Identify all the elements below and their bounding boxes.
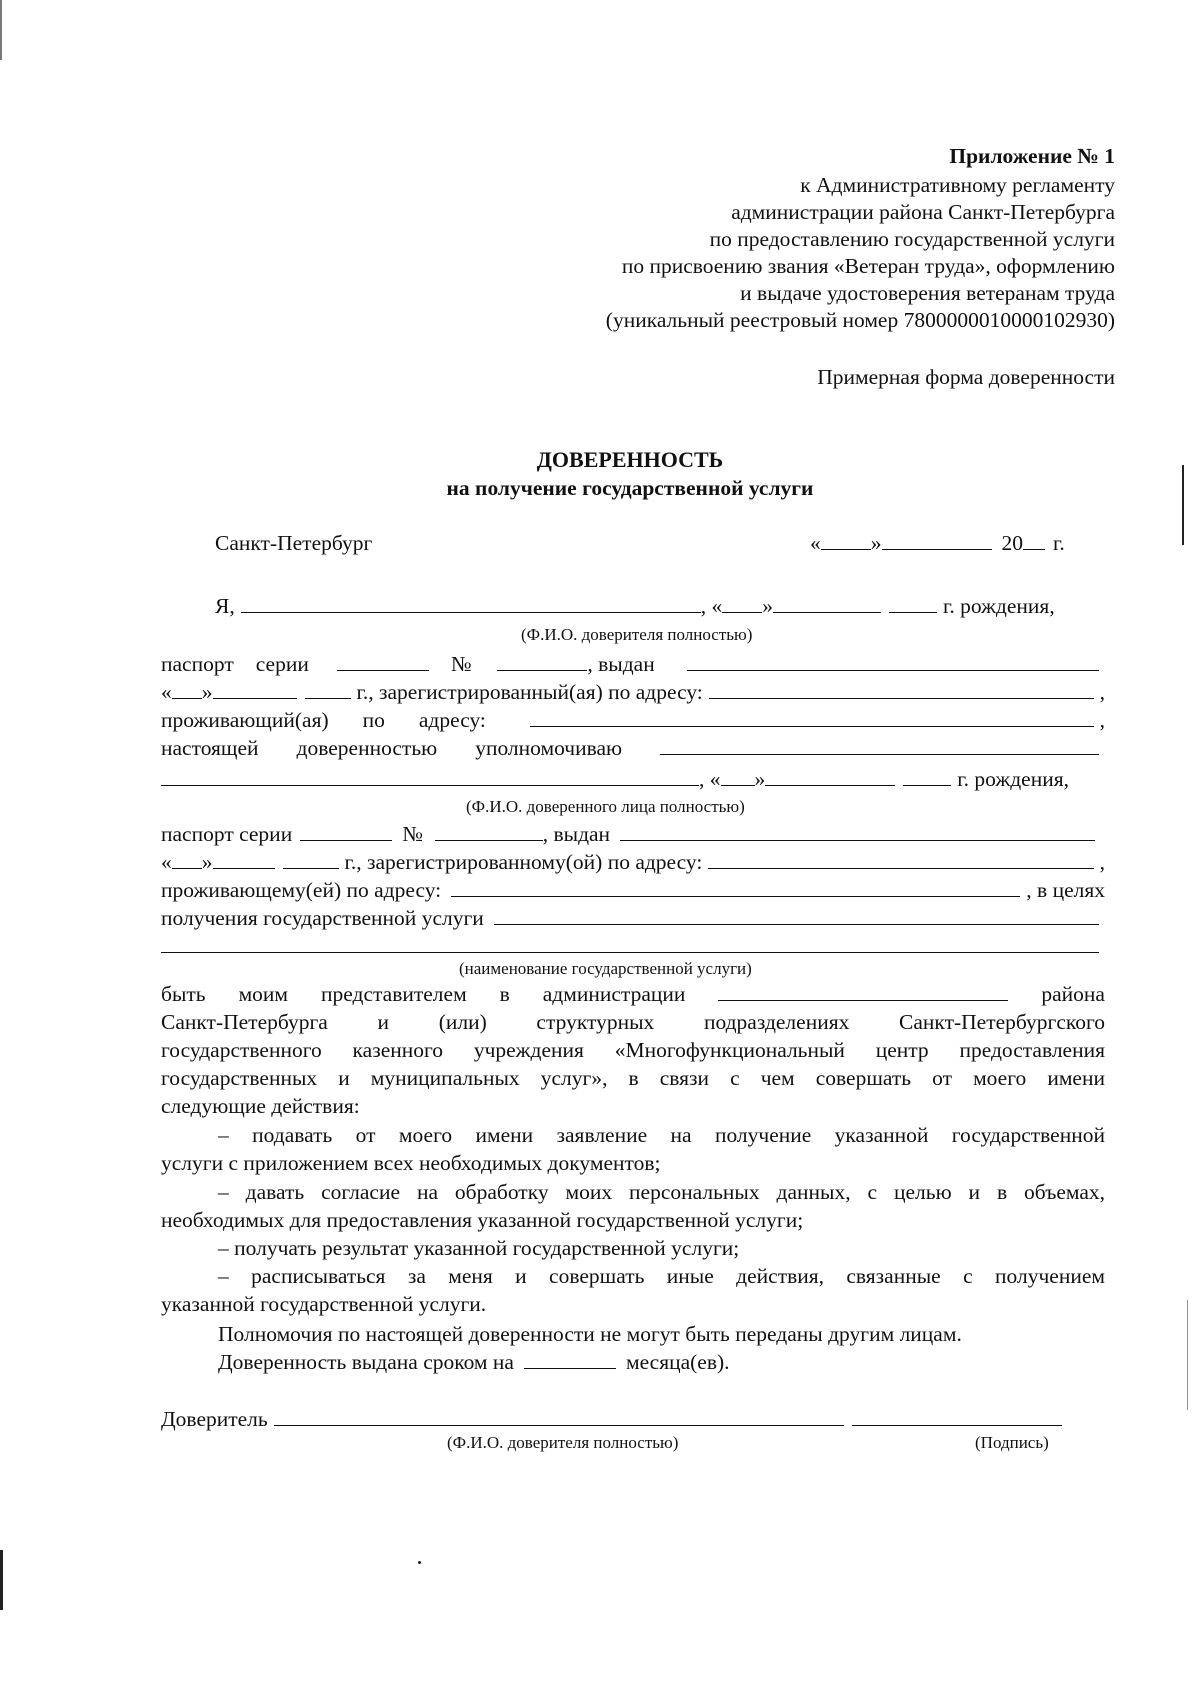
- body-line: Санкт-Петербурга и (или) структурных подразделениях Санкт-Петербургского: [161, 1010, 1105, 1034]
- agent-issued-by-blank[interactable]: [620, 820, 1095, 841]
- header-line: и выдаче удостоверения ветеранам труда: [740, 281, 1115, 305]
- principal-fio-caption: (Ф.И.О. доверителя полностью): [521, 625, 753, 644]
- agent-fio-blank-part2[interactable]: [161, 765, 699, 786]
- header-line: к Административному регламенту: [800, 173, 1115, 197]
- agent-birth-month-blank[interactable]: [765, 765, 895, 786]
- agent-registration-row: « » г., зарегистрированному(ой) по адресу: ,: [161, 850, 1105, 874]
- header-line: по присвоению звания «Ветеран труда», оформлению: [621, 254, 1115, 278]
- document-subtitle: на получение государственной услуги: [446, 476, 814, 500]
- agent-living-address-blank[interactable]: [451, 876, 1020, 897]
- list-item: – давать согласие на обработку моих персональных данных, с целью и в объемах,: [218, 1180, 1105, 1204]
- list-item: – расписываться за меня и совершать иные действия, связанные с получением: [218, 1264, 1105, 1288]
- body-line: государственных и муниципальных услуг», в связи с чем совершать от моего имени: [161, 1066, 1105, 1090]
- principal-birth-year-blank[interactable]: [889, 592, 937, 613]
- agent-fio-caption: (Ф.И.О. доверенного лица полностью): [466, 797, 745, 816]
- list-item: необходимых для предоставления указанной государственной услуги;: [161, 1208, 804, 1232]
- service-caption: (наименование государственной услуги): [459, 959, 752, 978]
- principal-passport-number-blank[interactable]: [497, 650, 587, 671]
- month-blank[interactable]: [882, 529, 992, 550]
- list-item: – подавать от моего имени заявление на получение указанной государственной: [218, 1123, 1105, 1147]
- term-row: Доверенность выдана сроком на месяца(ев).: [218, 1350, 730, 1374]
- registry-number: (уникальный реестровый номер 7800000010000102930): [605, 308, 1115, 332]
- no-transfer-note: Полномочия по настоящей доверенности не могут быть переданы другим лицам.: [218, 1322, 962, 1346]
- principal-living-address-blank[interactable]: [530, 706, 1094, 727]
- signature-fio-blank[interactable]: [274, 1405, 844, 1426]
- principal-issue-day-blank[interactable]: [172, 678, 202, 699]
- agent-issue-year-blank[interactable]: [283, 848, 339, 869]
- scan-artifact: [1182, 465, 1184, 545]
- principal-reg-address-blank[interactable]: [709, 678, 1094, 699]
- principal-registration-row: « » г., зарегистрированный(ая) по адресу: ,: [161, 680, 1105, 704]
- day-blank[interactable]: [821, 529, 871, 550]
- service-name-blank-part1[interactable]: [494, 904, 1099, 925]
- appendix-title: Приложение № 1: [949, 144, 1115, 168]
- principal-issued-by-blank[interactable]: [687, 650, 1099, 671]
- term-months-blank[interactable]: [524, 1348, 616, 1369]
- service-name-blank-part2[interactable]: [161, 952, 1099, 953]
- header-line: по предоставлению государственной услуги: [709, 227, 1115, 251]
- date-field: « » 20 г.: [810, 531, 1065, 555]
- form-note: Примерная форма доверенности: [817, 365, 1115, 389]
- signature-caption: (Подпись): [975, 1433, 1049, 1452]
- agent-name-row: , « » г. рождения,: [161, 765, 1105, 793]
- city: Санкт-Петербург: [215, 531, 373, 555]
- agent-passport-series-blank[interactable]: [300, 820, 392, 841]
- district-blank[interactable]: [718, 980, 1008, 1001]
- principal-living-row: проживающий(ая) по адресу: ,: [161, 708, 1105, 732]
- principal-passport-row: паспорт серии № , выдан: [161, 650, 1105, 678]
- principal-issue-month-blank[interactable]: [213, 678, 297, 699]
- representative-row: быть моим представителем в администрации района: [161, 982, 1105, 1006]
- list-item: услуги с приложением всех необходимых документов;: [161, 1151, 661, 1175]
- scan-artifact: [418, 1561, 421, 1564]
- agent-living-row: проживающему(ей) по адресу: , в целях: [161, 878, 1105, 902]
- document-title: ДОВЕРЕННОСТЬ: [536, 447, 724, 472]
- agent-issue-day-blank[interactable]: [172, 848, 202, 869]
- authorize-row: настоящей доверенностью уполномочиваю: [161, 734, 1105, 762]
- signature-row: Доверитель: [161, 1405, 1105, 1433]
- year-blank[interactable]: [1023, 529, 1045, 550]
- principal-issue-year-blank[interactable]: [305, 678, 351, 699]
- signature-fio-caption: (Ф.И.О. доверителя полностью): [447, 1433, 679, 1452]
- agent-birth-day-blank[interactable]: [721, 765, 755, 786]
- agent-passport-number-blank[interactable]: [435, 820, 543, 841]
- list-item: указанной государственной услуги.: [161, 1292, 487, 1316]
- agent-birth-year-blank[interactable]: [903, 765, 951, 786]
- principal-birth-month-blank[interactable]: [773, 592, 881, 613]
- body-line: государственного казенного учреждения «Многофункциональный центр предоставления: [161, 1038, 1105, 1062]
- header-line: администрации района Санкт-Петербурга: [731, 200, 1115, 224]
- agent-passport-row: паспорт серии № , выдан: [161, 820, 1101, 848]
- agent-fio-blank-part1[interactable]: [660, 734, 1099, 755]
- body-line: следующие действия:: [161, 1094, 360, 1118]
- scan-artifact: [0, 0, 2, 60]
- agent-issue-month-blank[interactable]: [213, 848, 275, 869]
- principal-fio-blank[interactable]: [241, 592, 701, 613]
- service-row: получения государственной услуги: [161, 904, 1105, 932]
- signature-blank[interactable]: [852, 1405, 1062, 1426]
- agent-reg-address-blank[interactable]: [708, 848, 1093, 869]
- list-item: – получать результат указанной государственной услуги;: [218, 1236, 740, 1260]
- scan-artifact: [1187, 1300, 1188, 1410]
- principal-birth-day-blank[interactable]: [722, 592, 762, 613]
- principal-passport-series-blank[interactable]: [337, 650, 429, 671]
- principal-name-row: Я, , « » г. рождения,: [215, 594, 1055, 618]
- scan-artifact: [0, 1550, 3, 1610]
